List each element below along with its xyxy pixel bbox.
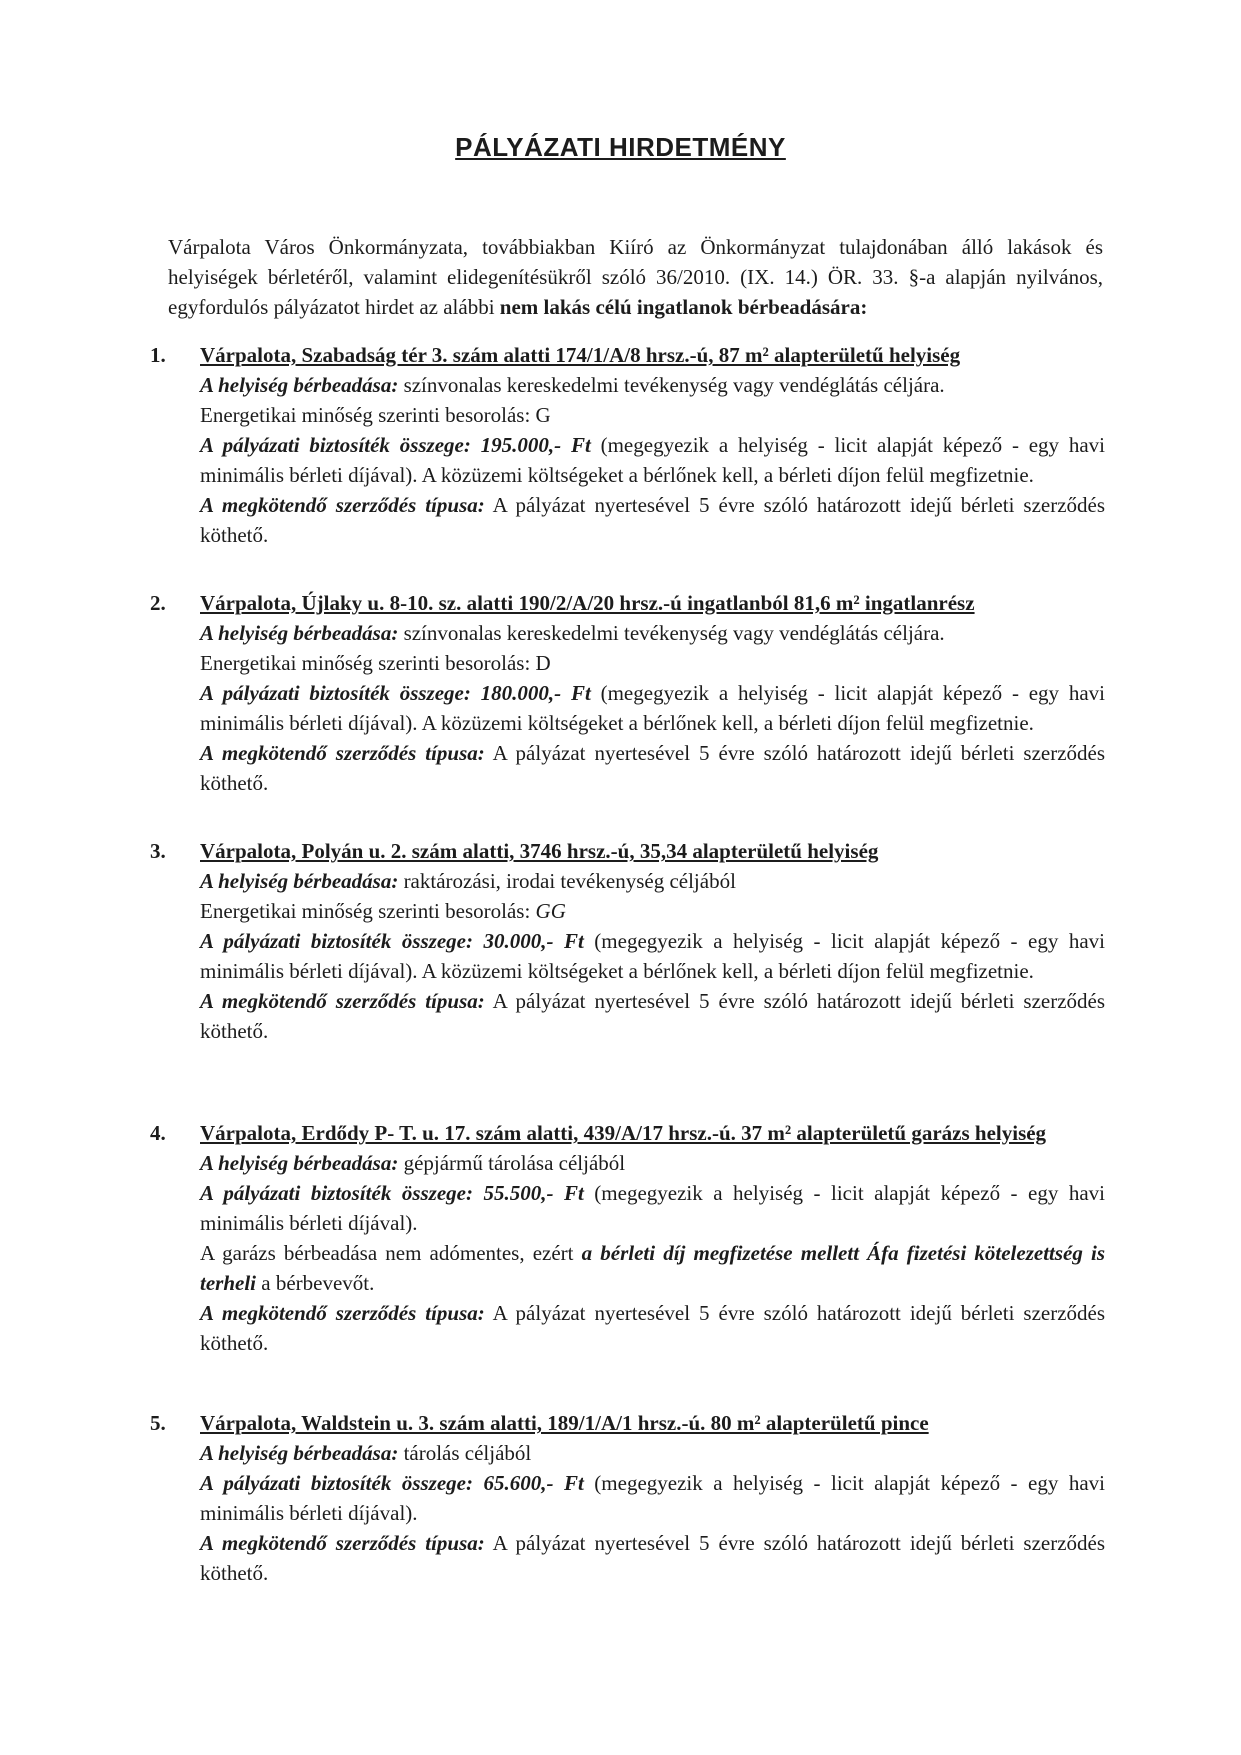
contract-label: A megkötendő szerződés típusa: (200, 1531, 485, 1555)
deposit-label: A pályázati biztosíték összege: (200, 929, 473, 953)
deposit-line (200, 1468, 1105, 1528)
contract-text: A pályázat nyertesével 5 évre szóló határozott idejű bérleti szerződés köthető. (200, 741, 1106, 795)
deposit-label: A pályázati biztosíték összege: (200, 433, 471, 457)
energy-line (200, 896, 1105, 926)
deposit-line (200, 1178, 1105, 1238)
energy-line (200, 648, 1105, 678)
vat-pre: A garázs bérbeadása nem adómentes, ezért (200, 1241, 582, 1265)
purpose-label: A helyiség bérbeadása: (200, 1151, 399, 1175)
item-number: 2. (150, 591, 166, 615)
contract-line (200, 490, 1105, 550)
energy-line (200, 400, 1105, 430)
deposit-label: A pályázati biztosíték összege: (200, 1471, 473, 1495)
vat-post: a bérbevevőt. (256, 1271, 375, 1295)
deposit-note: (megegyezik a helyiség - licit alapját képező - egy havi minimális bérleti díjával). (200, 1181, 1106, 1235)
deposit-amount: 55.500,- Ft (483, 1181, 584, 1205)
purpose-line (200, 866, 1105, 896)
contract-text: A pályázat nyertesével 5 évre szóló határozott idejű bérleti szerződés köthető. (200, 1301, 1106, 1355)
purpose-line (200, 370, 1105, 400)
purpose-value: raktározási, irodai tevékenység céljából (403, 869, 736, 893)
item-number: 1. (150, 343, 166, 367)
contract-text: A pályázat nyertesével 5 évre szóló határozott idejű bérleti szerződés köthető. (200, 989, 1106, 1043)
item-number: 5. (150, 1411, 166, 1435)
vat-line (200, 1238, 1105, 1298)
contract-label: A megkötendő szerződés típusa: (200, 493, 485, 517)
item-heading: Várpalota, Újlaky u. 8-10. sz. alatti 190/2/A/20 hrsz.-ú ingatlanból 81,6 m² ingatlanrész (200, 591, 975, 615)
listing-item-4 (150, 1118, 1105, 1358)
utilities-text: A közüzemi költségeket a bérlőnek kell, a bérleti díjon felül megfizetnie. (421, 959, 1034, 983)
item-heading: Várpalota, Erdődy P- T. u. 17. szám alatti, 439/A/17 hrsz.-ú. 37 m² alapterületű garázs helyiség (200, 1121, 1047, 1145)
deposit-note: (megegyezik a helyiség - licit alapját képező - egy havi minimális bérleti díjával). (200, 681, 1105, 735)
deposit-amount: 195.000,- Ft (480, 433, 591, 457)
item-number: 4. (150, 1121, 166, 1145)
purpose-line (200, 1438, 1105, 1468)
contract-line (200, 1298, 1105, 1358)
energy-value: G (535, 403, 551, 427)
listing-item-5 (150, 1408, 1105, 1588)
purpose-label: A helyiség bérbeadása: (200, 1441, 399, 1465)
contract-text: A pályázat nyertesével 5 évre szóló határozott idejű bérleti szerződés köthető. (200, 493, 1106, 547)
contract-line (200, 738, 1105, 798)
contract-line (200, 1528, 1105, 1588)
deposit-amount: 65.600,- Ft (483, 1471, 584, 1495)
utilities-text: A közüzemi költségeket a bérlőnek kell, a bérleti díjon felül megfizetnie. (421, 463, 1034, 487)
utilities-text: A közüzemi költségeket a bérlőnek kell, a bérleti díjon felül megfizetnie. (421, 711, 1034, 735)
purpose-line (200, 1148, 1105, 1178)
listing-item-3 (150, 836, 1105, 1046)
deposit-note: (megegyezik a helyiség - licit alapját képező - egy havi minimális bérleti díjával). (200, 929, 1106, 983)
energy-label: Energetikai minőség szerinti besorolás: (200, 403, 531, 427)
deposit-line (200, 678, 1105, 738)
intro-bold: nem lakás célú ingatlanok bérbeadására: (499, 295, 868, 319)
contract-line (200, 986, 1105, 1046)
purpose-value: színvonalas kereskedelmi tevékenység vagy vendéglátás céljára. (403, 621, 945, 645)
item-heading: Várpalota, Polyán u. 2. szám alatti, 3746 hrsz.-ú, 35,34 alapterületű helyiség (200, 839, 879, 863)
purpose-value: tárolás céljából (403, 1441, 532, 1465)
deposit-note: (megegyezik a helyiség - licit alapját képező - egy havi minimális bérleti díjával). (200, 1471, 1106, 1525)
item-number: 3. (150, 839, 166, 863)
listing-item-1 (150, 340, 1105, 550)
deposit-label: A pályázati biztosíték összege: (200, 1181, 473, 1205)
energy-value: D (535, 651, 551, 675)
contract-text: A pályázat nyertesével 5 évre szóló határozott idejű bérleti szerződés köthető. (200, 1531, 1106, 1585)
document-title: PÁLYÁZATI HIRDETMÉNY (455, 132, 786, 162)
deposit-amount: 30.000,- Ft (483, 929, 584, 953)
deposit-note: (megegyezik a helyiség - licit alapját képező - egy havi minimális bérleti díjával). (200, 433, 1105, 487)
energy-label: Energetikai minőség szerinti besorolás: (200, 899, 531, 923)
contract-label: A megkötendő szerződés típusa: (200, 741, 485, 765)
deposit-line (200, 926, 1105, 986)
listing-item-2 (150, 588, 1105, 798)
deposit-amount: 180.000,- Ft (480, 681, 591, 705)
purpose-value: gépjármű tárolása céljából (403, 1151, 626, 1175)
intro-paragraph (168, 232, 1103, 322)
purpose-value: színvonalas kereskedelmi tevékenység vagy vendéglátás céljára. (403, 373, 945, 397)
item-heading: Várpalota, Szabadság tér 3. szám alatti 174/1/A/8 hrsz.-ú, 87 m² alapterületű helyiség (200, 343, 961, 367)
purpose-label: A helyiség bérbeadása: (200, 373, 399, 397)
purpose-line (200, 618, 1105, 648)
intro-text: Várpalota Város Önkormányzata, továbbiakban Kiíró az Önkormányzat tulajdonában álló lakások és helyiségek bérletéről, valamint elidegenítésükről szóló 36/2010. (IX. 14.) ÖR. 33. §-a alapján nyilvános, egyfordulós pályázatot hirdet az alábbi (168, 235, 1103, 319)
item-heading: Várpalota, Waldstein u. 3. szám alatti, 189/1/A/1 hrsz.-ú. 80 m² alapterületű pince (200, 1411, 929, 1435)
energy-label: Energetikai minőség szerinti besorolás: (200, 651, 531, 675)
vat-emphasis: a bérleti díj megfizetése mellett Áfa fizetési kötelezettség is terheli (200, 1241, 1105, 1295)
contract-label: A megkötendő szerződés típusa: (200, 989, 485, 1013)
deposit-label: A pályázati biztosíték összege: (200, 681, 471, 705)
deposit-line (200, 430, 1105, 490)
contract-label: A megkötendő szerződés típusa: (200, 1301, 485, 1325)
purpose-label: A helyiség bérbeadása: (200, 621, 399, 645)
energy-value: GG (535, 899, 566, 923)
purpose-label: A helyiség bérbeadása: (200, 869, 399, 893)
